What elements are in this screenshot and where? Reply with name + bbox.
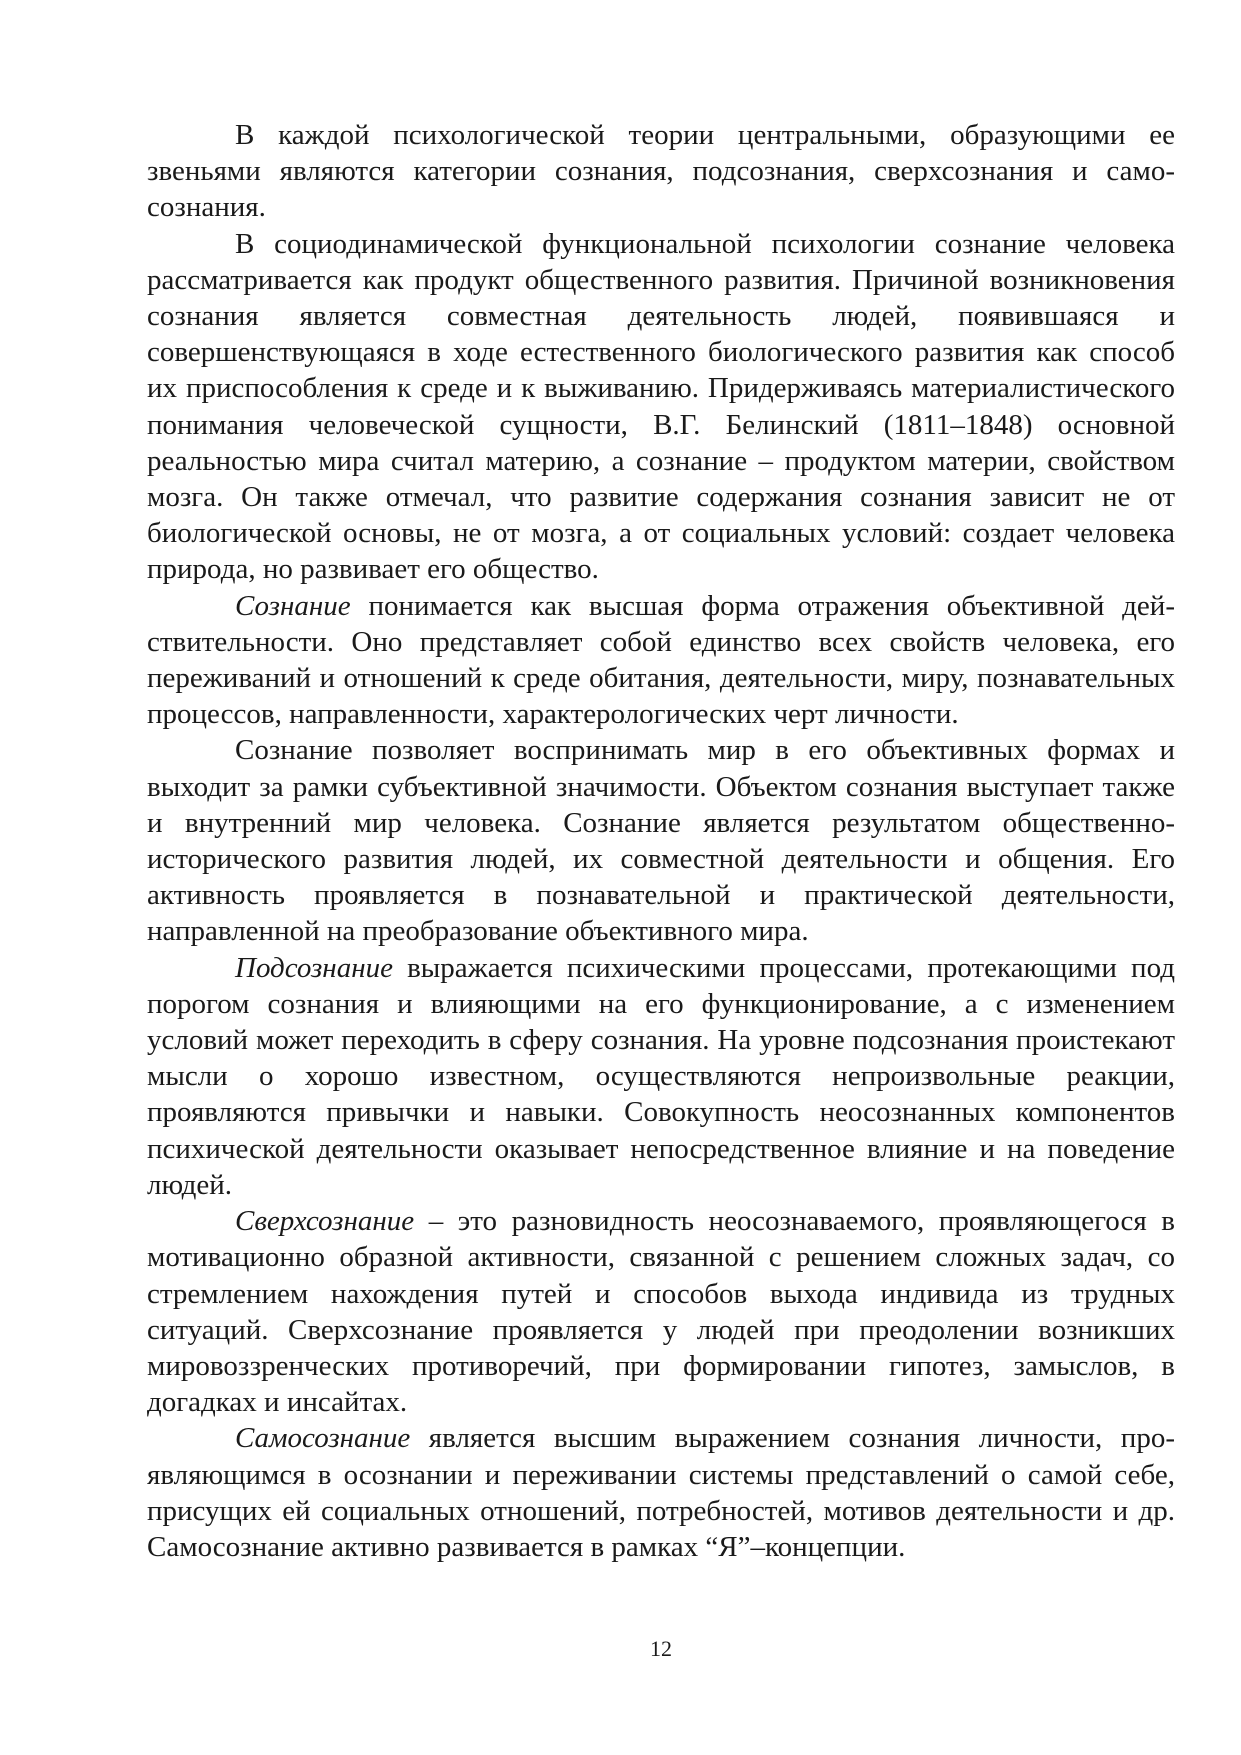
term-self-awareness: Самосознание [235, 1422, 411, 1455]
paragraph-text: – это разновидность неосознаваемого, проявляющегося в мотивационно образной активности, связанной с решением сложных задач, со стремлением нахождения путей и способов выхода индивида из трудных ситуаций. Сверхсознание проявляется у людей при преодолении возникших мировоззренческих противоречий, при формировании гипотез, замыслов, в догадках и инсайтах. [147, 1205, 1175, 1419]
paragraph-superconscious [147, 1203, 1175, 1420]
term-subconscious: Подсознание [235, 951, 393, 984]
page-number: 12 [650, 1636, 672, 1661]
paragraph-consciousness-definition [147, 588, 1175, 733]
paragraph-sociodynamic [147, 226, 1175, 588]
paragraph-consciousness-perception [147, 732, 1175, 949]
term-superconscious: Сверхсознание [235, 1205, 415, 1238]
document-page [147, 117, 1175, 1565]
paragraph-self-awareness [147, 1420, 1175, 1565]
paragraph-text: понимается как высшая форма отражения объективной действительности. Оно представляет собой единство всех свойств человека, его переживаний и отношений к среде обитания, деятельности, миру, познавательных процессов, направленности, характерологических черт личности. [147, 589, 1175, 731]
paragraph-text: Сознание позволяет воспринимать мир в его объективных формах и выходит за рамки субъективной значимости. Объектом сознания выступает также и внутренний мир человека. Сознание является результатом общественно-исторического развития людей, их совместной деятельности и общения. Его активность проявляется в познавательной и практической деятельности, направленной на преобразование объективного мира. [147, 734, 1175, 948]
paragraph-subconscious [147, 950, 1175, 1203]
paragraph-text: является высшим выражением сознания личности, проявляющимся в осознании и переживании системы представлений о самой себе, присущих ей социальных отношений, потребностей, мотивов деятельности и др. Самосознание активно развивается в рамках “Я”–концепции. [147, 1422, 1175, 1563]
paragraph-text: выражается психическими процессами, протекающими под порогом сознания и влияющими на его функционирование, а с изменением условий может переходить в сферу сознания. На уровне подсознания проистекают мысли о хорошо известном, осуществляются непроизвольные реакции, проявляются привычки и навыки. Совокупность неосознанных компонентов психической деятельности оказывает непосредственное влияние и на поведение людей. [147, 951, 1175, 1201]
term-consciousness: Сознание [235, 589, 351, 622]
paragraph-text: В каждой психологической теории центральными, образующими ее звеньями являются категории сознания, подсознания, сверхсознания и самосознания. [147, 119, 1175, 224]
paragraph-text: В социодинамической функциональной психологии сознание человека рассматривается как продукт общественного развития. Причиной возникновения сознания является совместная деятельность людей, появившаяся и совершенствующаяся в ходе естественного биологического развития как способ их приспособления к среде и к выживанию. Придерживаясь материалистического понимания человеческой сущности, В.Г. Белинский (1811–1848) основной реальностью мира считал материю, а сознание – продуктом материи, свойством мозга. Он также отмечал, что развитие содержания сознания зависит не от биологической основы, не от мозга, а от социальных условий: создает человека природа, но развивает его общество. [147, 227, 1175, 586]
paragraph-intro [147, 117, 1175, 226]
